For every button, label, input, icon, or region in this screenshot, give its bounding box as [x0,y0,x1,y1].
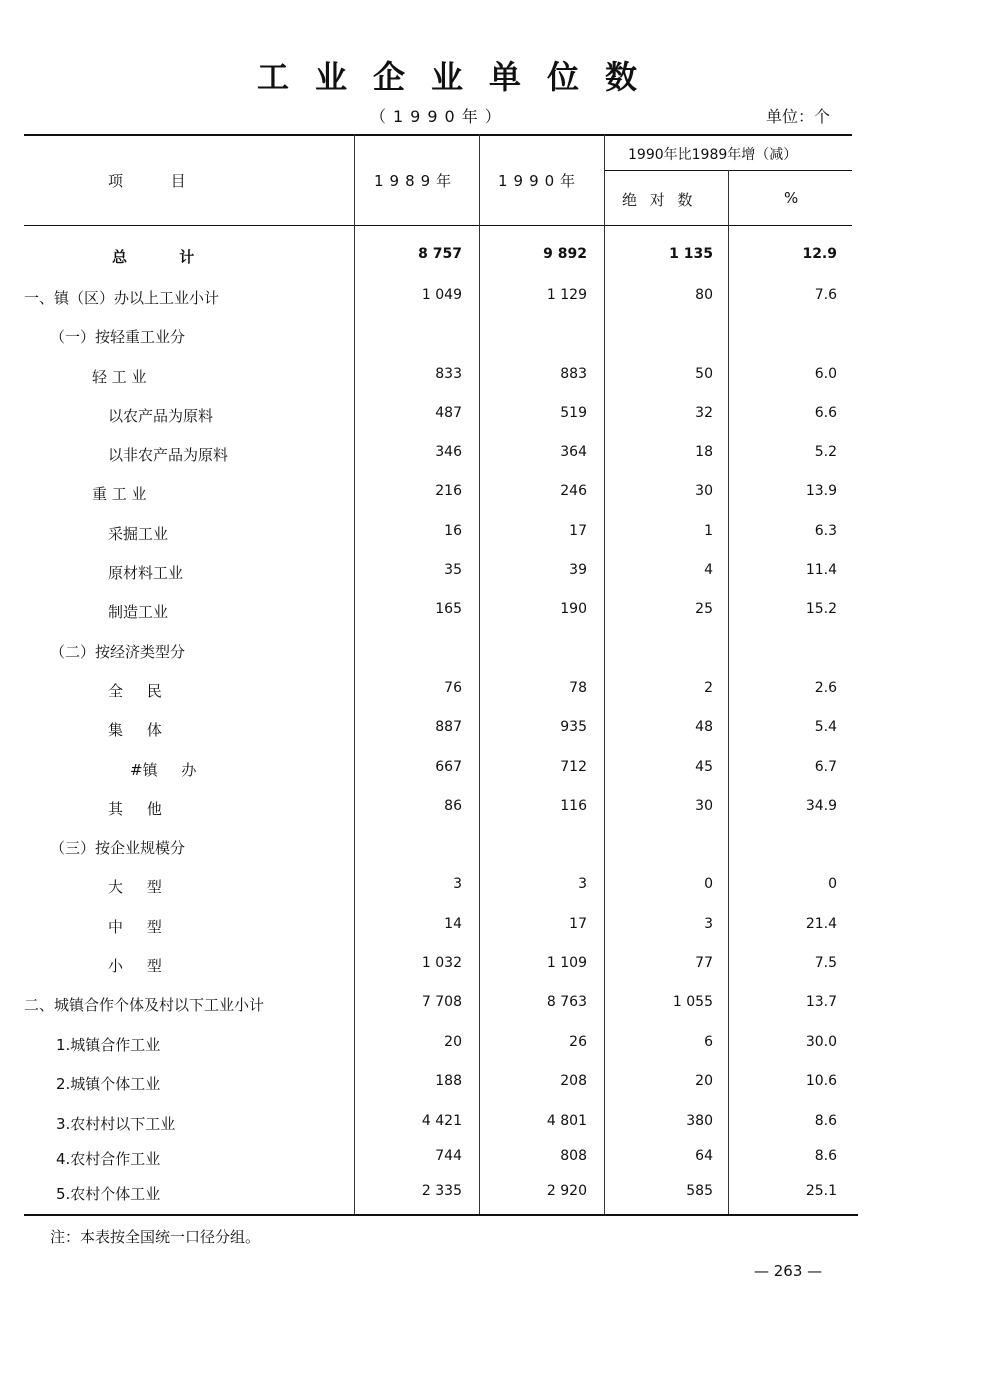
table-row [24,635,852,665]
value-1989: 165 [435,601,462,617]
table-row [24,1107,852,1137]
value-percent: 30.0 [805,1034,837,1050]
header-percent: % [784,189,799,207]
value-absolute: 1 055 [672,994,713,1010]
row-label: （一）按轻重工业分 [50,328,186,346]
value-absolute: 4 [704,562,713,578]
value-1989: 8 757 [418,246,462,262]
value-1989: 1 032 [421,955,462,971]
row-label: 总 计 [112,248,195,266]
value-percent: 12.9 [802,246,837,262]
row-label: 原材料工业 [108,564,184,582]
value-1990: 17 [569,916,587,932]
table-row [24,320,852,350]
table-row [24,281,852,311]
value-percent: 11.4 [805,562,837,578]
row-label: 二、城镇合作个体及村以下工业小计 [24,996,265,1014]
value-percent: 25.1 [805,1183,837,1199]
value-1990: 17 [569,523,587,539]
row-label: 中 型 [108,918,162,936]
value-1990: 116 [560,798,587,814]
row-label: （三）按企业规模分 [50,839,186,857]
row-label: 轻 工 业 [92,368,147,386]
table-row [24,399,852,429]
value-percent: 15.2 [805,601,837,617]
value-1990: 9 892 [543,246,587,262]
table-row [24,988,852,1018]
value-1990: 883 [560,366,587,382]
value-1989: 76 [444,680,462,696]
value-1990: 808 [560,1148,587,1164]
table-row [24,360,852,390]
subtitle-year: （1990年） [370,107,508,126]
table-row [24,949,852,979]
value-1989: 346 [435,444,462,460]
value-absolute: 18 [695,444,713,460]
table-row [24,556,852,586]
value-absolute: 380 [686,1113,713,1129]
table-top-rule [24,134,852,136]
header-1989: 1989年 [374,172,458,190]
value-absolute: 30 [695,798,713,814]
value-absolute: 585 [686,1183,713,1199]
value-1990: 935 [560,719,587,735]
value-1990: 26 [569,1034,587,1050]
value-1990: 39 [569,562,587,578]
value-percent: 13.9 [805,483,837,499]
value-percent: 8.6 [814,1113,837,1129]
value-absolute: 25 [695,601,713,617]
table-row [24,870,852,900]
value-absolute: 20 [695,1073,713,1089]
value-1990: 208 [560,1073,587,1089]
header-1990: 1990年 [498,172,582,190]
row-label: 以农产品为原料 [108,407,214,425]
row-label: 制造工业 [108,603,169,621]
table-row [24,792,852,822]
value-absolute: 30 [695,483,713,499]
value-1990: 246 [560,483,587,499]
value-1989: 887 [435,719,462,735]
row-label: 5.农村个体工业 [56,1185,161,1203]
value-1990: 3 [578,876,587,892]
value-1989: 833 [435,366,462,382]
value-absolute: 50 [695,366,713,382]
value-percent: 21.4 [805,916,837,932]
value-percent: 6.6 [814,405,837,421]
value-percent: 0 [828,876,837,892]
row-label: #镇 办 [130,761,197,779]
value-1989: 188 [435,1073,462,1089]
value-percent: 6.3 [814,523,837,539]
row-label: 4.农村合作工业 [56,1150,161,1168]
header-absolute: 绝 对 数 [622,191,697,209]
value-1990: 78 [569,680,587,696]
value-1989: 14 [444,916,462,932]
value-percent: 8.6 [814,1148,837,1164]
row-label: 重 工 业 [92,485,147,503]
page-title: 工业企业单位数 [256,58,663,96]
value-1990: 364 [560,444,587,460]
value-percent: 34.9 [805,798,837,814]
value-1990: 2 920 [546,1183,587,1199]
value-absolute: 1 135 [669,246,713,262]
table-row [24,240,852,270]
value-absolute: 3 [704,916,713,932]
value-1990: 190 [560,601,587,617]
row-label: 采掘工业 [108,525,169,543]
unit-label: 单位：个 [766,107,831,126]
value-percent: 7.5 [814,955,837,971]
row-label: 一、镇（区）办以上工业小计 [24,289,220,307]
value-1989: 3 [453,876,462,892]
row-label: 大 型 [108,878,162,896]
row-label: （二）按经济类型分 [50,643,186,661]
row-label: 3.农村村以下工业 [56,1115,176,1133]
value-absolute: 32 [695,405,713,421]
table-row [24,910,852,940]
value-percent: 7.6 [814,287,837,303]
table-row [24,517,852,547]
row-label: 集 体 [108,721,162,739]
value-1989: 20 [444,1034,462,1050]
value-1989: 1 049 [421,287,462,303]
row-label: 1.城镇合作工业 [56,1036,161,1054]
value-1989: 86 [444,798,462,814]
table-row [24,831,852,861]
header-item: 项 目 [108,172,186,190]
table-row [24,595,852,625]
table-row [24,674,852,704]
value-1989: 667 [435,759,462,775]
value-1990: 8 763 [546,994,587,1010]
table-row [24,1142,852,1172]
value-absolute: 64 [695,1148,713,1164]
value-absolute: 77 [695,955,713,971]
header-change-group: 1990年比1989年增（减） [628,147,798,163]
value-1989: 35 [444,562,462,578]
value-absolute: 0 [704,876,713,892]
value-1989: 487 [435,405,462,421]
value-1989: 4 421 [421,1113,462,1129]
value-1990: 712 [560,759,587,775]
value-1989: 2 335 [421,1183,462,1199]
row-label: 全 民 [108,682,162,700]
row-label: 其 他 [108,800,162,818]
value-1990: 1 129 [546,287,587,303]
footnote: 注：本表按全国统一口径分组。 [50,1228,261,1246]
page-number: — 263 — [754,1262,823,1280]
value-percent: 6.7 [814,759,837,775]
row-label: 以非农产品为原料 [108,446,229,464]
value-1989: 216 [435,483,462,499]
value-1990: 4 801 [546,1113,587,1129]
value-1989: 7 708 [421,994,462,1010]
row-label: 小 型 [108,957,162,975]
value-absolute: 48 [695,719,713,735]
table-row [24,1067,852,1097]
value-absolute: 1 [704,523,713,539]
table-row [24,713,852,743]
value-1989: 744 [435,1148,462,1164]
value-absolute: 6 [704,1034,713,1050]
value-percent: 5.4 [814,719,837,735]
row-label: 2.城镇个体工业 [56,1075,161,1093]
value-absolute: 80 [695,287,713,303]
value-absolute: 2 [704,680,713,696]
value-percent: 10.6 [805,1073,837,1089]
value-percent: 6.0 [814,366,837,382]
table-row [24,1177,852,1207]
data-table [24,134,852,1216]
value-percent: 13.7 [805,994,837,1010]
table-row [24,477,852,507]
value-1990: 519 [560,405,587,421]
table-row [24,1028,852,1058]
table-bottom-rule [24,1214,858,1216]
table-row [24,438,852,468]
value-percent: 5.2 [814,444,837,460]
value-absolute: 45 [695,759,713,775]
value-1990: 1 109 [546,955,587,971]
value-1989: 16 [444,523,462,539]
value-percent: 2.6 [814,680,837,696]
table-row [24,753,852,783]
